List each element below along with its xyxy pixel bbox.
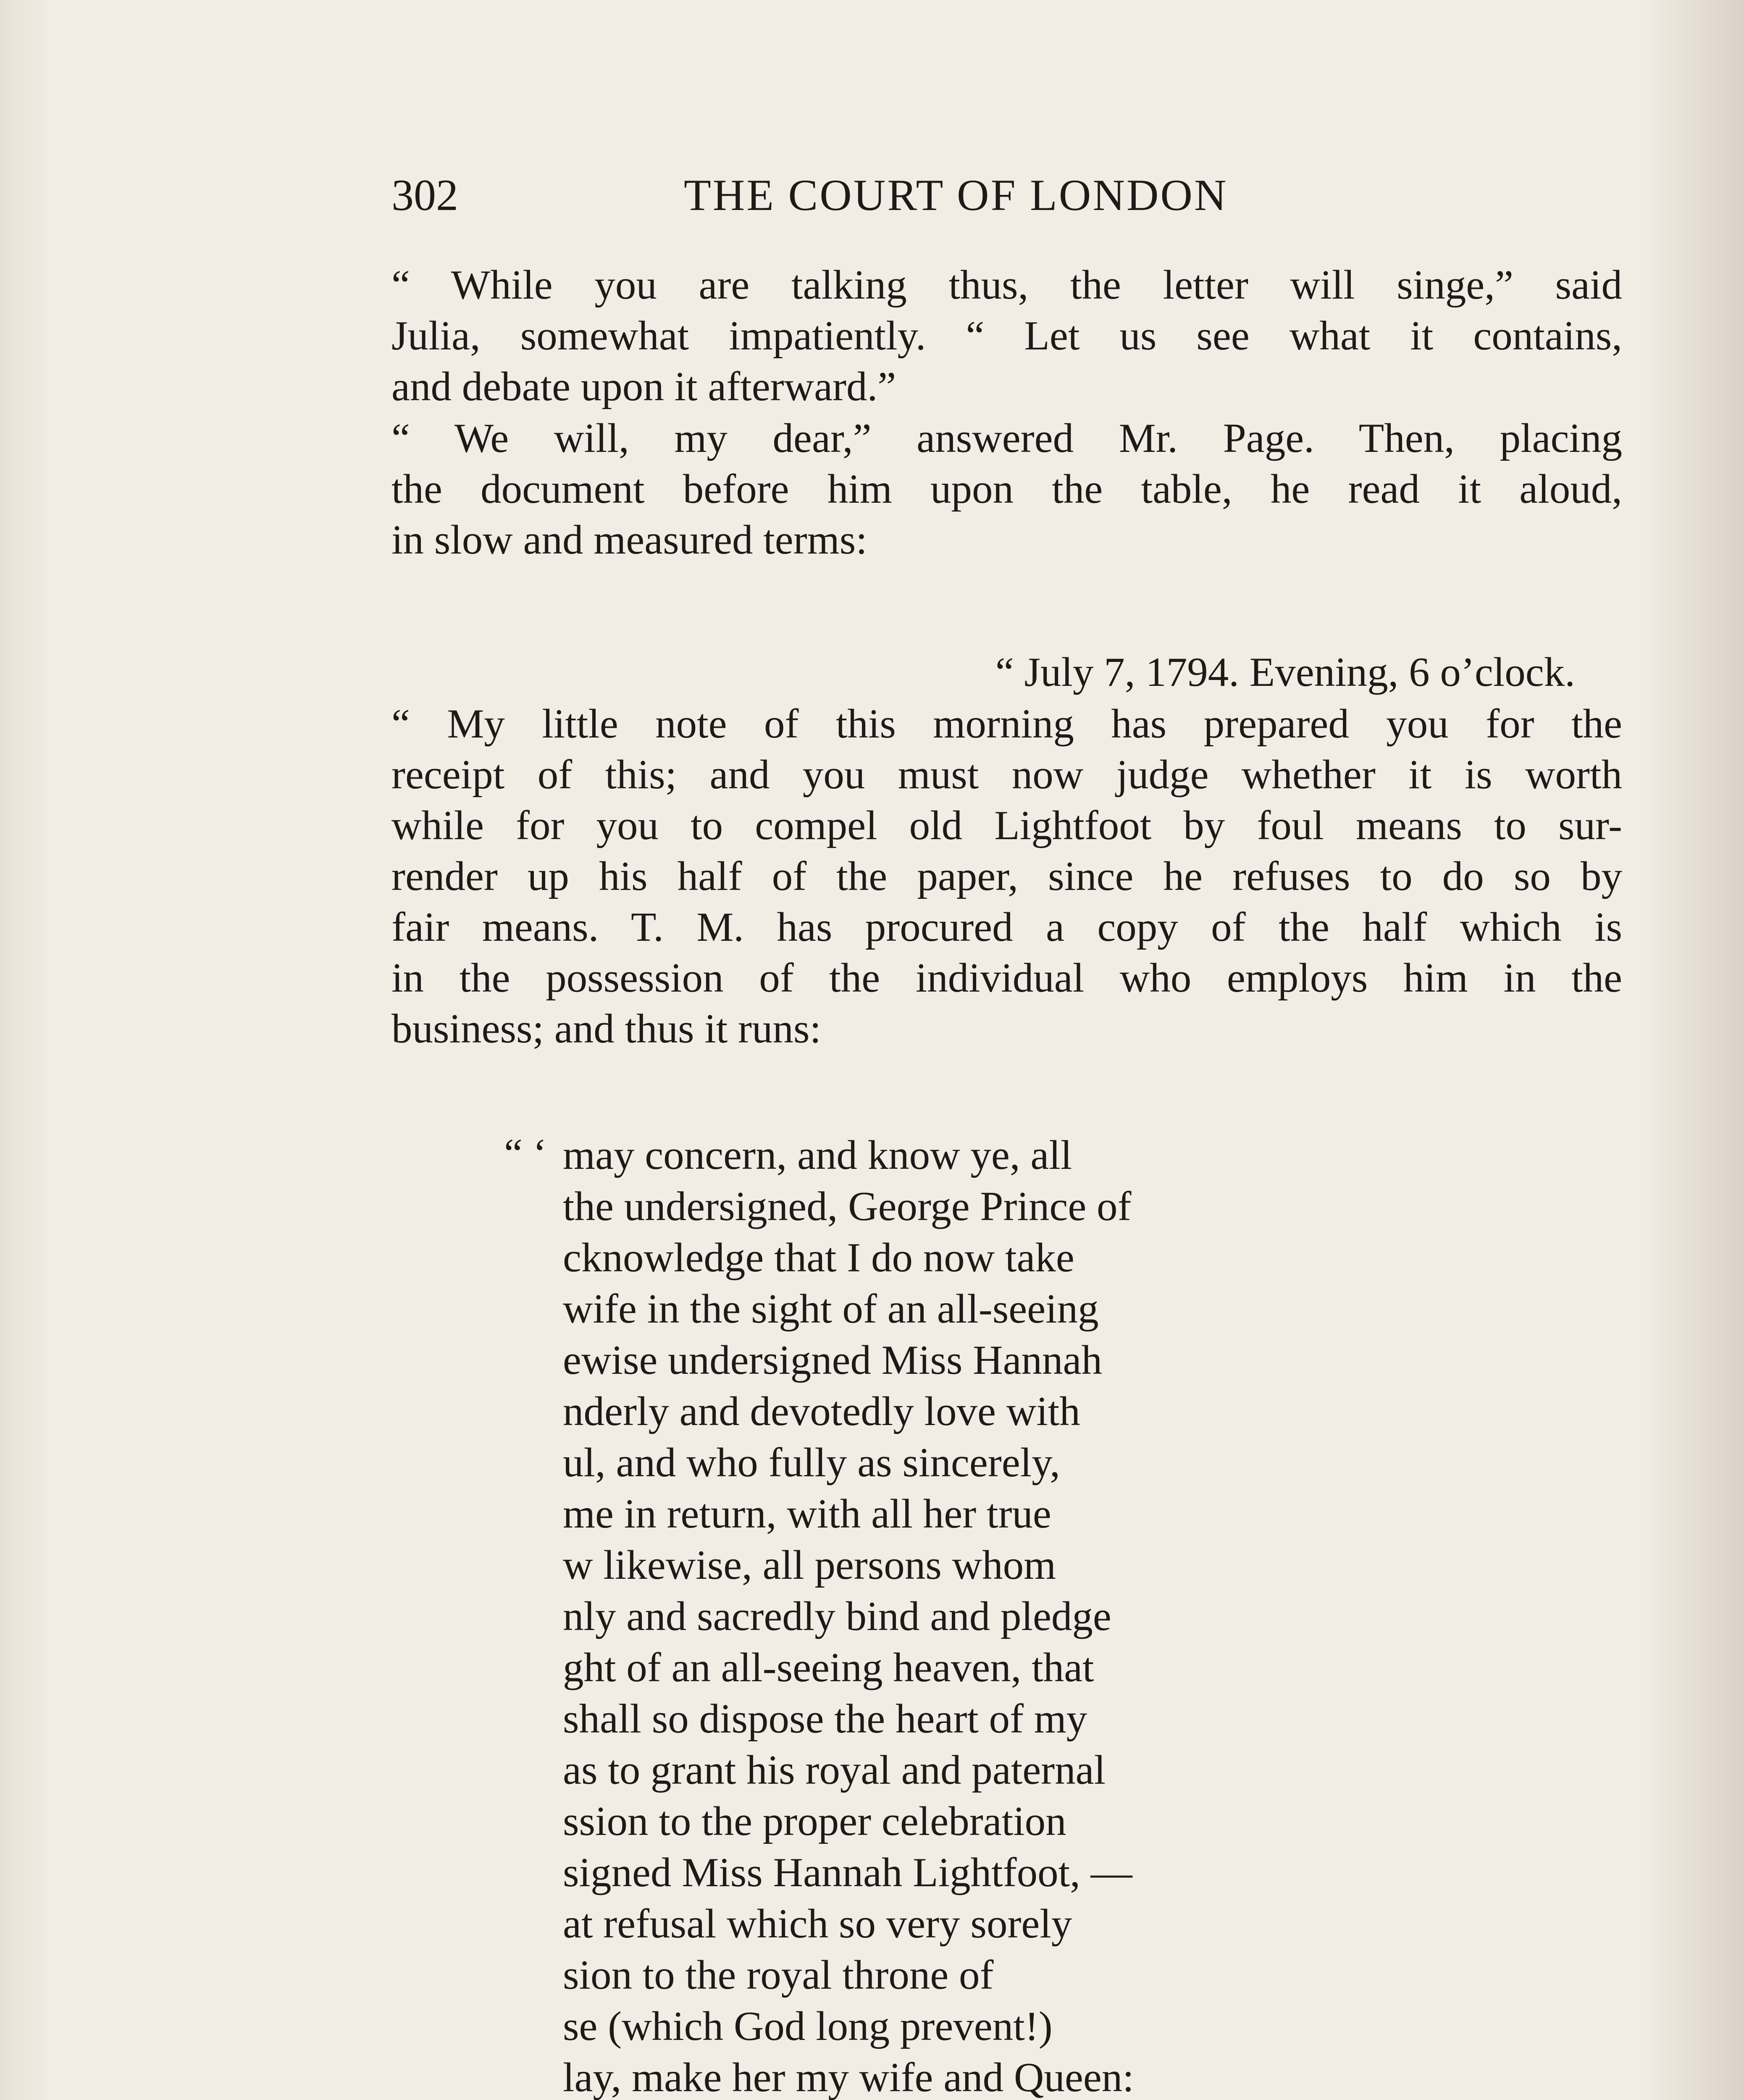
paragraph-julia — [391, 260, 1622, 412]
document-line: ssion to the proper celebration — [563, 1798, 1066, 1844]
document-line: nderly and devotedly love with — [563, 1389, 1080, 1434]
text-line: the document before him upon the table, he read it aloud, — [391, 466, 1622, 512]
text-line: fair means. T. M. has procured a copy of the half which is — [391, 904, 1622, 950]
document-line: nly and sacredly bind and pledge — [563, 1593, 1111, 1639]
text-line: “ While you are talking thus, the letter will singe,” said — [391, 262, 1622, 308]
text-line: in slow and measured terms: — [391, 517, 867, 563]
page-edge-left — [0, 0, 50, 2100]
text-line: render up his half of the paper, since he refuses to do so by — [391, 853, 1622, 899]
document-line: sion to the royal throne of — [563, 1952, 994, 1998]
document-line: ght of an all-seeing heaven, that — [563, 1645, 1094, 1690]
text-line: Julia, somewhat impatiently. “ Let us see what it contains, — [391, 313, 1622, 359]
text-line: business; and thus it runs: — [391, 1006, 822, 1052]
document-line: wife in the sight of an all-seeing — [563, 1286, 1099, 1332]
text-line: in the possession of the individual who employs him in the — [391, 955, 1622, 1001]
text-line: and debate upon it afterward.” — [391, 364, 896, 410]
document-line: ul, and who fully as sincerely, — [563, 1440, 1061, 1486]
document-line: se (which God long prevent!) — [563, 2003, 1053, 2049]
text-line: receipt of this; and you must now judge whether it is worth — [391, 752, 1622, 798]
document-line: w likewise, all persons whom — [563, 1542, 1056, 1588]
document-line: shall so dispose the heart of my — [563, 1696, 1087, 1742]
running-head: THE COURT OF LONDON — [684, 171, 1228, 220]
text-line: while for you to compel old Lightfoot by foul means to sur- — [391, 803, 1622, 848]
letter-dateline: “ July 7, 1794. Evening, 6 o’clock. — [995, 649, 1575, 695]
document-line: signed Miss Hannah Lightfoot, — — [563, 1850, 1132, 1895]
document-line: cknowledge that I do now take — [563, 1235, 1074, 1281]
document-line: ewise undersigned Miss Hannah — [563, 1337, 1103, 1383]
quoted-document — [504, 1130, 1204, 2100]
document-line: at refusal which so very sorely — [563, 1901, 1072, 1947]
text-line: “ My little note of this morning has prepared you for the — [391, 701, 1622, 747]
page-number: 302 — [391, 171, 458, 220]
opening-quote: “ ‘ — [504, 1131, 547, 1176]
page-header — [391, 168, 1337, 223]
document-line: as to grant his royal and paternal — [563, 1747, 1106, 1793]
document-line: lay, make her my wife and Queen: — [563, 2055, 1134, 2100]
paragraph-mr-page — [391, 413, 1622, 565]
paragraph-letter — [391, 698, 1622, 1054]
text-line: “ We will, my dear,” answered Mr. Page. Then, placing — [391, 415, 1622, 461]
document-line: me in return, with all her true — [563, 1491, 1051, 1537]
page-gutter-shadow — [1643, 0, 1744, 2100]
document-line: the undersigned, George Prince of — [563, 1184, 1132, 1229]
document-line: may concern, and know ye, all — [563, 1132, 1072, 1178]
